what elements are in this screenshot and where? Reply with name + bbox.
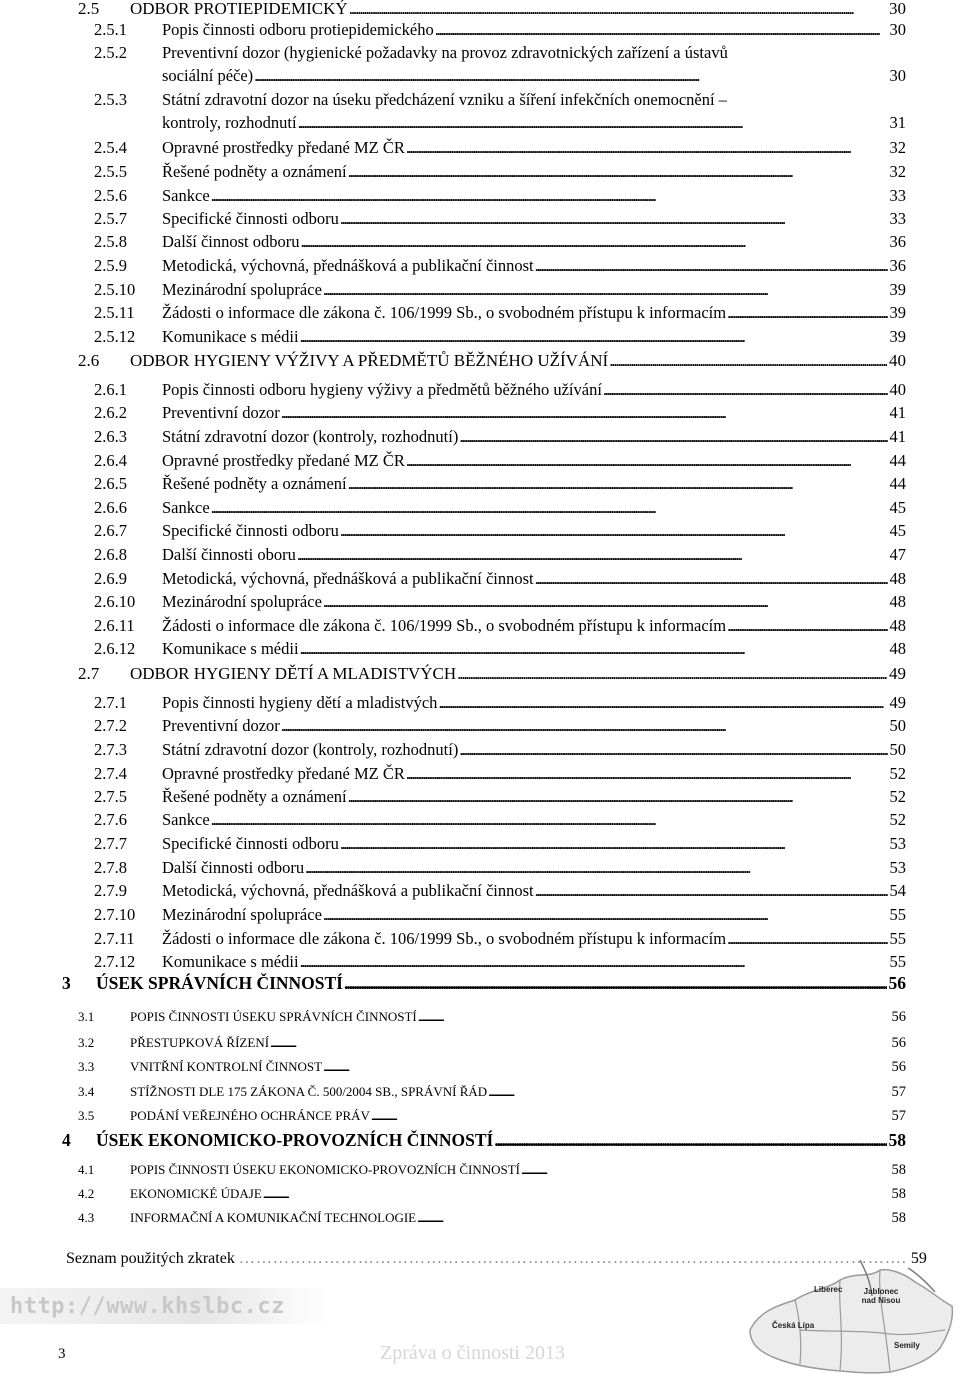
toc-title: EKONOMICKÉ ÚDAJE [130, 1186, 262, 1201]
toc-number: 4.2 [78, 1186, 95, 1201]
toc-page: 33 [889, 186, 906, 205]
toc-title: ODBOR PROTIEPIDEMICKÝ [130, 0, 348, 18]
toc-entry-2-5-4[interactable] [94, 140, 906, 157]
toc-title: Státní zdravotní dozor (kontroly, rozhodnutí) [162, 427, 459, 446]
toc-title: Komunikace s médii [162, 327, 299, 346]
toc-leader [520, 1163, 889, 1176]
toc-title: Řešené podněty a oznámení [162, 162, 347, 181]
map-label-ceska-lipa: Česká Lípa [772, 1321, 815, 1330]
toc-title: Další činnosti oboru [162, 545, 296, 564]
toc-entry-2-7-5[interactable] [94, 789, 906, 806]
toc-entry-2-7-4[interactable] [94, 766, 906, 783]
toc-entry-2-5-3[interactable] [94, 92, 727, 109]
toc-number: 4.1 [78, 1162, 95, 1177]
toc-page: 58 [891, 1162, 906, 1178]
toc-number: 2.5 [78, 0, 100, 18]
toc-entry-2-7-9[interactable] [94, 883, 906, 900]
toc-leader [602, 382, 888, 399]
toc-entry-2-5-10[interactable] [94, 282, 906, 299]
toc-number: 2.7.6 [94, 810, 127, 829]
toc-title-continued: kontroly, rozhodnutí [162, 113, 297, 132]
toc-number: 2.5.2 [94, 43, 127, 62]
toc-number: 3.1 [78, 1009, 95, 1024]
abbreviations-page: 59 [910, 1250, 927, 1267]
toc-entry-2-6-1[interactable] [94, 382, 906, 399]
toc-number: 2.7.4 [94, 764, 127, 783]
map-label-liberec: Liberec [814, 1285, 843, 1294]
toc-entry-2-7-12[interactable] [94, 954, 906, 971]
toc-page: 58 [891, 1210, 906, 1226]
toc-page: 36 [889, 232, 906, 251]
toc-number: 2.6.10 [94, 592, 136, 611]
toc-page: 53 [889, 858, 906, 877]
toc-page: 33 [889, 209, 906, 228]
toc-number: 2.5.7 [94, 209, 127, 228]
toc-entry-2-6-12[interactable] [94, 641, 906, 658]
toc-page: 49 [889, 693, 906, 712]
toc-page: 57 [891, 1084, 906, 1100]
toc-page: 47 [889, 545, 906, 564]
toc-entry-2-5-1[interactable] [94, 22, 906, 39]
toc-leader [405, 766, 888, 783]
toc-number: 2.7.10 [94, 905, 136, 924]
toc-page: 36 [889, 256, 906, 275]
toc-leader [280, 718, 888, 735]
toc-page: 41 [889, 427, 906, 446]
toc-number: 2.6.4 [94, 451, 127, 470]
toc-number: 2.6 [78, 351, 100, 370]
toc-number: 2.7.11 [94, 929, 135, 948]
toc-title: Preventivní dozor (hygienické požadavky na provoz zdravotnických zařízení a ústavů [162, 43, 728, 62]
toc-entry-4-3[interactable] [78, 1211, 906, 1226]
toc-leader [534, 258, 888, 275]
toc-number: 2.5.8 [94, 232, 127, 251]
toc-page: 54 [889, 881, 906, 900]
toc-page: 39 [889, 327, 906, 346]
toc-leader [339, 523, 888, 540]
toc-leader [300, 234, 888, 251]
toc-leader [437, 695, 887, 712]
toc-entry-2-6-8[interactable] [94, 547, 906, 564]
toc-entry-2-6-7[interactable] [94, 523, 906, 540]
toc-entry-2-7-7[interactable] [94, 836, 906, 853]
toc-leader [297, 115, 888, 132]
toc-page: 39 [889, 303, 906, 322]
toc-page: 56 [891, 1035, 906, 1051]
toc-page: 56 [891, 1009, 906, 1025]
toc-leader [417, 1010, 890, 1023]
toc-title: Specifické činnosti odboru [162, 834, 339, 853]
toc-title: Preventivní dozor [162, 716, 280, 735]
toc-leader [210, 500, 888, 517]
toc-leader [458, 429, 887, 446]
toc-leader [534, 571, 888, 588]
toc-leader [405, 140, 888, 157]
toc-number: 2.7.8 [94, 858, 127, 877]
toc-entry-2-7-1[interactable] [94, 695, 906, 712]
toc-title: Komunikace s médii [162, 952, 299, 971]
toc-entry-2-6-4[interactable] [94, 453, 906, 470]
toc-leader [348, 0, 887, 17]
toc-leader [405, 453, 888, 470]
toc-number: 2.6.8 [94, 545, 127, 564]
toc-page: 30 [889, 66, 906, 85]
toc-leader [456, 665, 887, 682]
toc-leader [210, 188, 888, 205]
toc-page: 50 [889, 740, 906, 759]
toc-number: 2.7.5 [94, 787, 127, 806]
toc-page: 39 [889, 280, 906, 299]
toc-title: Metodická, výchovná, přednášková a publikační činnost [162, 569, 534, 588]
toc-page: 48 [889, 592, 906, 611]
toc-title: Řešené podněty a oznámení [162, 787, 347, 806]
toc-number: 2.6.3 [94, 427, 127, 446]
toc-title: Sankce [162, 810, 210, 829]
toc-leader [347, 476, 888, 493]
toc-title: PŘESTUPKOVÁ ŘÍZENÍ [130, 1035, 270, 1050]
toc-title: POPIS ČINNOSTI ÚSEKU SPRÁVNÍCH ČINNOSTÍ [130, 1009, 417, 1024]
toc-title: Opravné prostředky předané MZ ČR [162, 138, 405, 157]
toc-page: 52 [889, 787, 906, 806]
toc-title: STÍŽNOSTI DLE 175 ZÁKONA Č. 500/2004 SB., SPRÁVNÍ ŘÁD [130, 1084, 488, 1099]
map-label-jablonec: Jablonec nad Nisou [861, 1287, 901, 1305]
toc-page: 45 [889, 498, 906, 517]
toc-leader [304, 860, 887, 877]
toc-entry-2-6[interactable] [78, 352, 906, 369]
toc-leader [339, 211, 888, 228]
toc-entry-2-7-6[interactable] [94, 812, 906, 829]
toc-number: 4.3 [78, 1210, 95, 1225]
report-title: Zpráva o činnosti 2013 [380, 1342, 565, 1364]
toc-number: 2.5.12 [94, 327, 136, 346]
toc-entry-2-5-11[interactable] [94, 305, 906, 322]
toc-entry-3[interactable] [62, 975, 906, 993]
toc-number: 2.6.5 [94, 474, 127, 493]
toc-page: 32 [889, 162, 906, 181]
toc-entry-2-5-8[interactable] [94, 234, 906, 251]
toc-leader [608, 352, 887, 369]
page-number: 3 [58, 1346, 66, 1362]
toc-number: 3.5 [78, 1108, 95, 1123]
toc-title: Specifické činnosti odboru [162, 521, 339, 540]
website-url: http://www.khslbc.cz [10, 1294, 285, 1319]
toc-page: 30 [889, 20, 906, 39]
toc-page: 32 [889, 138, 906, 157]
toc-page: 31 [889, 113, 906, 132]
toc-number: 2.7.1 [94, 693, 127, 712]
toc-entry-2-5-5[interactable] [94, 164, 906, 181]
toc-entry-2-6-11[interactable] [94, 618, 906, 635]
toc-number: 2.6.9 [94, 569, 127, 588]
toc-number: 2.5.1 [94, 20, 127, 39]
toc-title: Popis činnosti hygieny dětí a mladistvých [162, 693, 438, 712]
toc-page: 57 [891, 1108, 906, 1124]
toc-title: Sankce [162, 498, 210, 517]
toc-number: 2.7.2 [94, 716, 127, 735]
toc-entry-2-5-3-continued[interactable] [162, 115, 906, 132]
region-map-icon [740, 1260, 960, 1376]
toc-leader [210, 812, 888, 829]
toc-entry-3-4[interactable] [78, 1085, 906, 1100]
toc-number: 4 [62, 1130, 71, 1150]
toc-number: 3.3 [78, 1059, 95, 1074]
toc-entry-4[interactable] [62, 1132, 906, 1150]
toc-leader [299, 641, 888, 658]
page-footer [0, 1240, 960, 1376]
toc-leader [269, 1036, 889, 1049]
toc-page: 55 [889, 929, 906, 948]
map-label-semily: Semily [894, 1341, 920, 1350]
toc-number: 2.7.7 [94, 834, 127, 853]
toc-title-continued: sociální péče) [162, 66, 254, 85]
toc-leader [726, 618, 887, 635]
toc-leader [322, 1060, 889, 1073]
toc-number: 2.5.11 [94, 303, 135, 322]
toc-leader [458, 742, 887, 759]
toc-title: Preventivní dozor [162, 403, 280, 422]
toc-number: 2.5.4 [94, 138, 127, 157]
toc-number: 2.7 [78, 664, 100, 683]
toc-leader [262, 1187, 890, 1200]
toc-number: 3.4 [78, 1084, 95, 1099]
toc-title: Sankce [162, 186, 210, 205]
toc-title: Další činnost odboru [162, 232, 300, 251]
toc-title: Metodická, výchovná, přednášková a publikační činnost [162, 881, 534, 900]
toc-page: 58 [891, 1186, 906, 1202]
toc-leader [322, 907, 888, 924]
toc-entry-2-6-10[interactable] [94, 594, 906, 611]
toc-leader [347, 789, 888, 806]
toc-number: 2.5.6 [94, 186, 127, 205]
toc-number: 2.6.11 [94, 616, 135, 635]
toc-entry-2-5[interactable] [78, 0, 906, 17]
toc-page: 45 [889, 521, 906, 540]
toc-entry-2-5-12[interactable] [94, 329, 906, 346]
toc-number: 2.6.7 [94, 521, 127, 540]
toc-number: 2.5.10 [94, 280, 136, 299]
toc-title: ODBOR HYGIENY VÝŽIVY A PŘEDMĚTŮ BĚŽNÉHO UŽÍVÁNÍ [130, 351, 609, 370]
toc-page: 44 [889, 451, 906, 470]
toc-number: 3 [62, 973, 71, 993]
toc-page: 58 [888, 1130, 906, 1150]
toc-leader [726, 305, 887, 322]
toc-entry-3-2[interactable] [78, 1036, 906, 1051]
toc-leader [299, 954, 888, 971]
toc-leader [299, 329, 888, 346]
toc-title: Mezinárodní spolupráce [162, 280, 322, 299]
toc-number: 2.6.1 [94, 380, 127, 399]
toc-page: 56 [888, 973, 906, 993]
toc-leader [322, 282, 888, 299]
toc-entry-2-5-2[interactable] [94, 45, 728, 62]
toc-title: Státní zdravotní dozor (kontroly, rozhodnutí) [162, 740, 459, 759]
toc-title: Metodická, výchovná, přednášková a publikační činnost [162, 256, 534, 275]
toc-title: Popis činnosti odboru protiepidemického [162, 20, 434, 39]
toc-number: 2.5.5 [94, 162, 127, 181]
toc-entry-2-7-3[interactable] [94, 742, 906, 759]
toc-title: Mezinárodní spolupráce [162, 592, 322, 611]
toc-title: Státní zdravotní dozor na úseku předcházení vzniku a šíření infekčních onemocnění – [162, 90, 727, 109]
toc-page: 30 [889, 0, 906, 18]
toc-page: 55 [889, 952, 906, 971]
toc-entry-4-1[interactable] [78, 1163, 906, 1178]
toc-page: 48 [889, 616, 906, 635]
toc-page: 40 [889, 380, 906, 399]
toc-page: 55 [889, 905, 906, 924]
toc-page: 40 [889, 351, 906, 370]
toc-leader [370, 1109, 890, 1122]
toc-entry-2-6-6[interactable] [94, 500, 906, 517]
toc-page: 56 [891, 1059, 906, 1075]
toc-leader [280, 405, 888, 422]
toc-title: Mezinárodní spolupráce [162, 905, 322, 924]
toc-title: Další činnosti odboru [162, 858, 305, 877]
toc-title: Opravné prostředky předané MZ ČR [162, 451, 405, 470]
toc-entry-4-2[interactable] [78, 1187, 906, 1202]
toc-entry-2-6-2[interactable] [94, 405, 906, 422]
toc-entry-2-5-2-continued[interactable] [162, 68, 906, 85]
toc-leader [493, 1132, 886, 1150]
toc-title: INFORMAČNÍ A KOMUNIKAČNÍ TECHNOLOGIE [130, 1210, 417, 1225]
abbreviations-label: Seznam použitých zkratek [66, 1250, 235, 1267]
toc-number: 2.6.2 [94, 403, 127, 422]
toc-entry-3-1[interactable] [78, 1010, 906, 1025]
toc-entry-2-7-10[interactable] [94, 907, 906, 924]
toc-leader [487, 1085, 889, 1098]
toc-page: 49 [889, 664, 906, 683]
toc-number: 3.2 [78, 1035, 95, 1050]
toc-number: 2.6.6 [94, 498, 127, 517]
toc-title: POPIS ČINNOSTI ÚSEKU EKONOMICKO-PROVOZNÍCH ČINNOSTÍ [130, 1162, 521, 1177]
toc-leader [534, 883, 888, 900]
toc-entry-2-5-9[interactable] [94, 258, 906, 275]
toc-title: ÚSEK SPRÁVNÍCH ČINNOSTÍ [96, 973, 343, 993]
toc-entry-2-5-7[interactable] [94, 211, 906, 228]
region-map-watermark [740, 1260, 960, 1376]
toc-entry-2-6-5[interactable] [94, 476, 906, 493]
toc-page: 48 [889, 639, 906, 658]
toc-title: Žádosti o informace dle zákona č. 106/1999 Sb., o svobodném přístupu k informacím [162, 616, 727, 635]
toc-title: Specifické činnosti odboru [162, 209, 339, 228]
toc-title: Popis činnosti odboru hygieny výživy a předmětů běžného užívání [162, 380, 602, 399]
toc-entry-2-5-6[interactable] [94, 188, 906, 205]
toc-title: Komunikace s médii [162, 639, 299, 658]
toc-entry-2-6-3[interactable] [94, 429, 906, 446]
toc-entry-2-7-11[interactable] [94, 931, 906, 948]
toc-title: ODBOR HYGIENY DĚTÍ A MLADISTVÝCH [130, 664, 457, 683]
toc-title: Žádosti o informace dle zákona č. 106/1999 Sb., o svobodném přístupu k informacím [162, 303, 727, 322]
toc-number: 2.7.12 [94, 952, 136, 971]
toc-page: 53 [889, 834, 906, 853]
abbreviations-leader: ………………………………………………………………………………………………………. [238, 1250, 907, 1267]
toc-title: VNITŘNÍ KONTROLNÍ ČINNOST [130, 1059, 323, 1074]
toc-leader [347, 164, 888, 181]
toc-title: ÚSEK EKONOMICKO-PROVOZNÍCH ČINNOSTÍ [96, 1130, 494, 1150]
toc-number: 2.5.3 [94, 90, 127, 109]
toc-number: 2.6.12 [94, 639, 136, 658]
toc-title: Opravné prostředky předané MZ ČR [162, 764, 405, 783]
toc-leader [726, 931, 887, 948]
toc-leader [322, 594, 888, 611]
toc-title: PODÁNÍ VEŘEJNÉHO OCHRÁNCE PRÁV [130, 1108, 370, 1123]
toc-page: 44 [889, 474, 906, 493]
toc-number: 2.5.9 [94, 256, 127, 275]
toc-title: Řešené podněty a oznámení [162, 474, 347, 493]
toc-leader [339, 836, 888, 853]
toc-leader [343, 975, 887, 993]
toc-entry-2-6-9[interactable] [94, 571, 906, 588]
toc-entry-2-7[interactable] [78, 665, 906, 682]
toc-number: 2.7.9 [94, 881, 127, 900]
toc-page: 41 [889, 403, 906, 422]
toc-page: 50 [889, 716, 906, 735]
toc-entry-2-7-8[interactable] [94, 860, 906, 877]
toc-page: 52 [889, 810, 906, 829]
toc-page: 48 [889, 569, 906, 588]
toc-title: Žádosti o informace dle zákona č. 106/1999 Sb., o svobodném přístupu k informacím [162, 929, 727, 948]
toc-page: 52 [889, 764, 906, 783]
toc-entry-3-3[interactable] [78, 1060, 906, 1075]
toc-leader [434, 22, 888, 39]
toc-number: 2.7.3 [94, 740, 127, 759]
toc-leader [296, 547, 888, 564]
toc-leader [416, 1211, 889, 1224]
toc-entry-2-7-2[interactable] [94, 718, 906, 735]
toc-entry-3-5[interactable] [78, 1109, 906, 1124]
toc-leader [253, 68, 887, 85]
